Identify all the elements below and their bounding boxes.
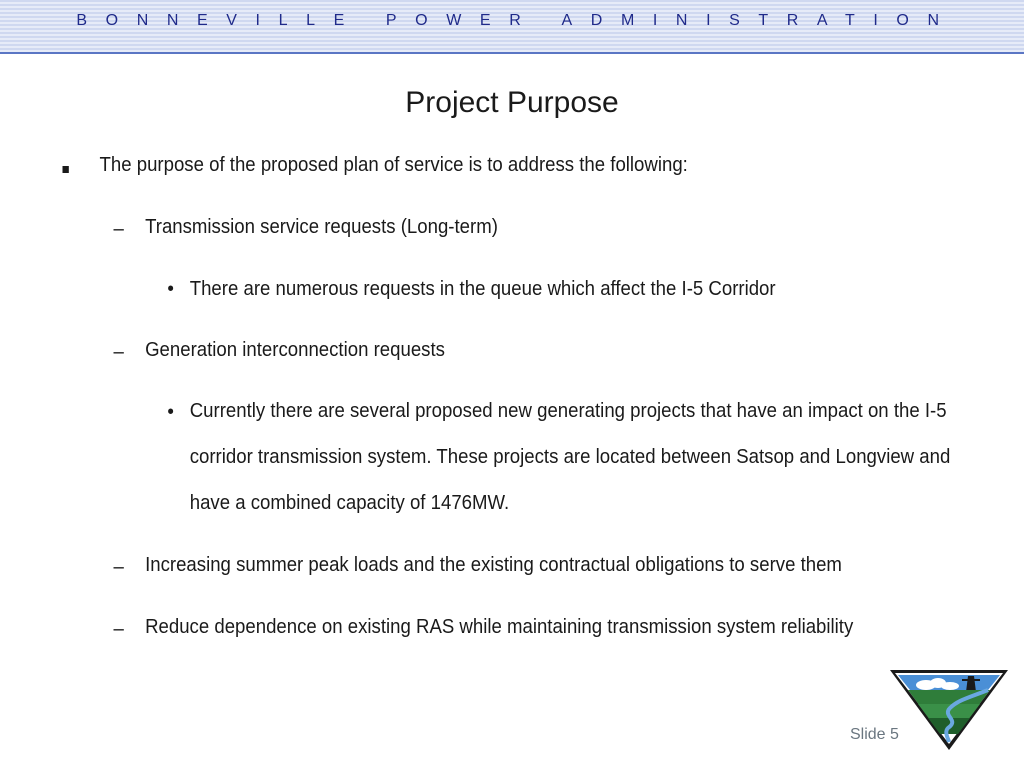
- dash-bullet-icon: –: [113, 618, 124, 640]
- dash-bullet-icon: –: [113, 341, 124, 363]
- organization-name: BONNEVILLE POWER ADMINISTRATION: [76, 12, 958, 29]
- dot-bullet-icon: •: [167, 278, 174, 300]
- item-reduce-ras: Reduce dependence on existing RAS while maintaining transmission system reliability: [145, 616, 854, 638]
- item-transmission-requests: Transmission service requests (Long-term): [145, 216, 498, 238]
- dot-bullet-icon: •: [167, 401, 174, 423]
- square-bullet-icon: [62, 156, 69, 179]
- dash-bullet-icon: –: [113, 556, 124, 578]
- item-generation-detail: Currently there are several proposed new generating projects that have an impact on the I-5 corridor transmission system. These projects are located between Satsop and Longview and have a combined capacity of 1476MW.: [189, 400, 951, 514]
- slide-number: Slide 5: [850, 726, 899, 743]
- bpa-logo-icon: [888, 668, 1010, 752]
- item-summer-peak-loads: Increasing summer peak loads and the existing contractual obligations to serve them: [145, 554, 842, 576]
- intro-text: The purpose of the proposed plan of service is to address the following:: [99, 154, 688, 176]
- item-generation-requests: Generation interconnection requests: [145, 339, 445, 361]
- header-divider: [0, 52, 1024, 54]
- slide-title: Project Purpose: [405, 86, 619, 119]
- item-transmission-detail: There are numerous requests in the queue which affect the I-5 Corridor: [189, 278, 776, 300]
- dash-bullet-icon: –: [113, 218, 124, 240]
